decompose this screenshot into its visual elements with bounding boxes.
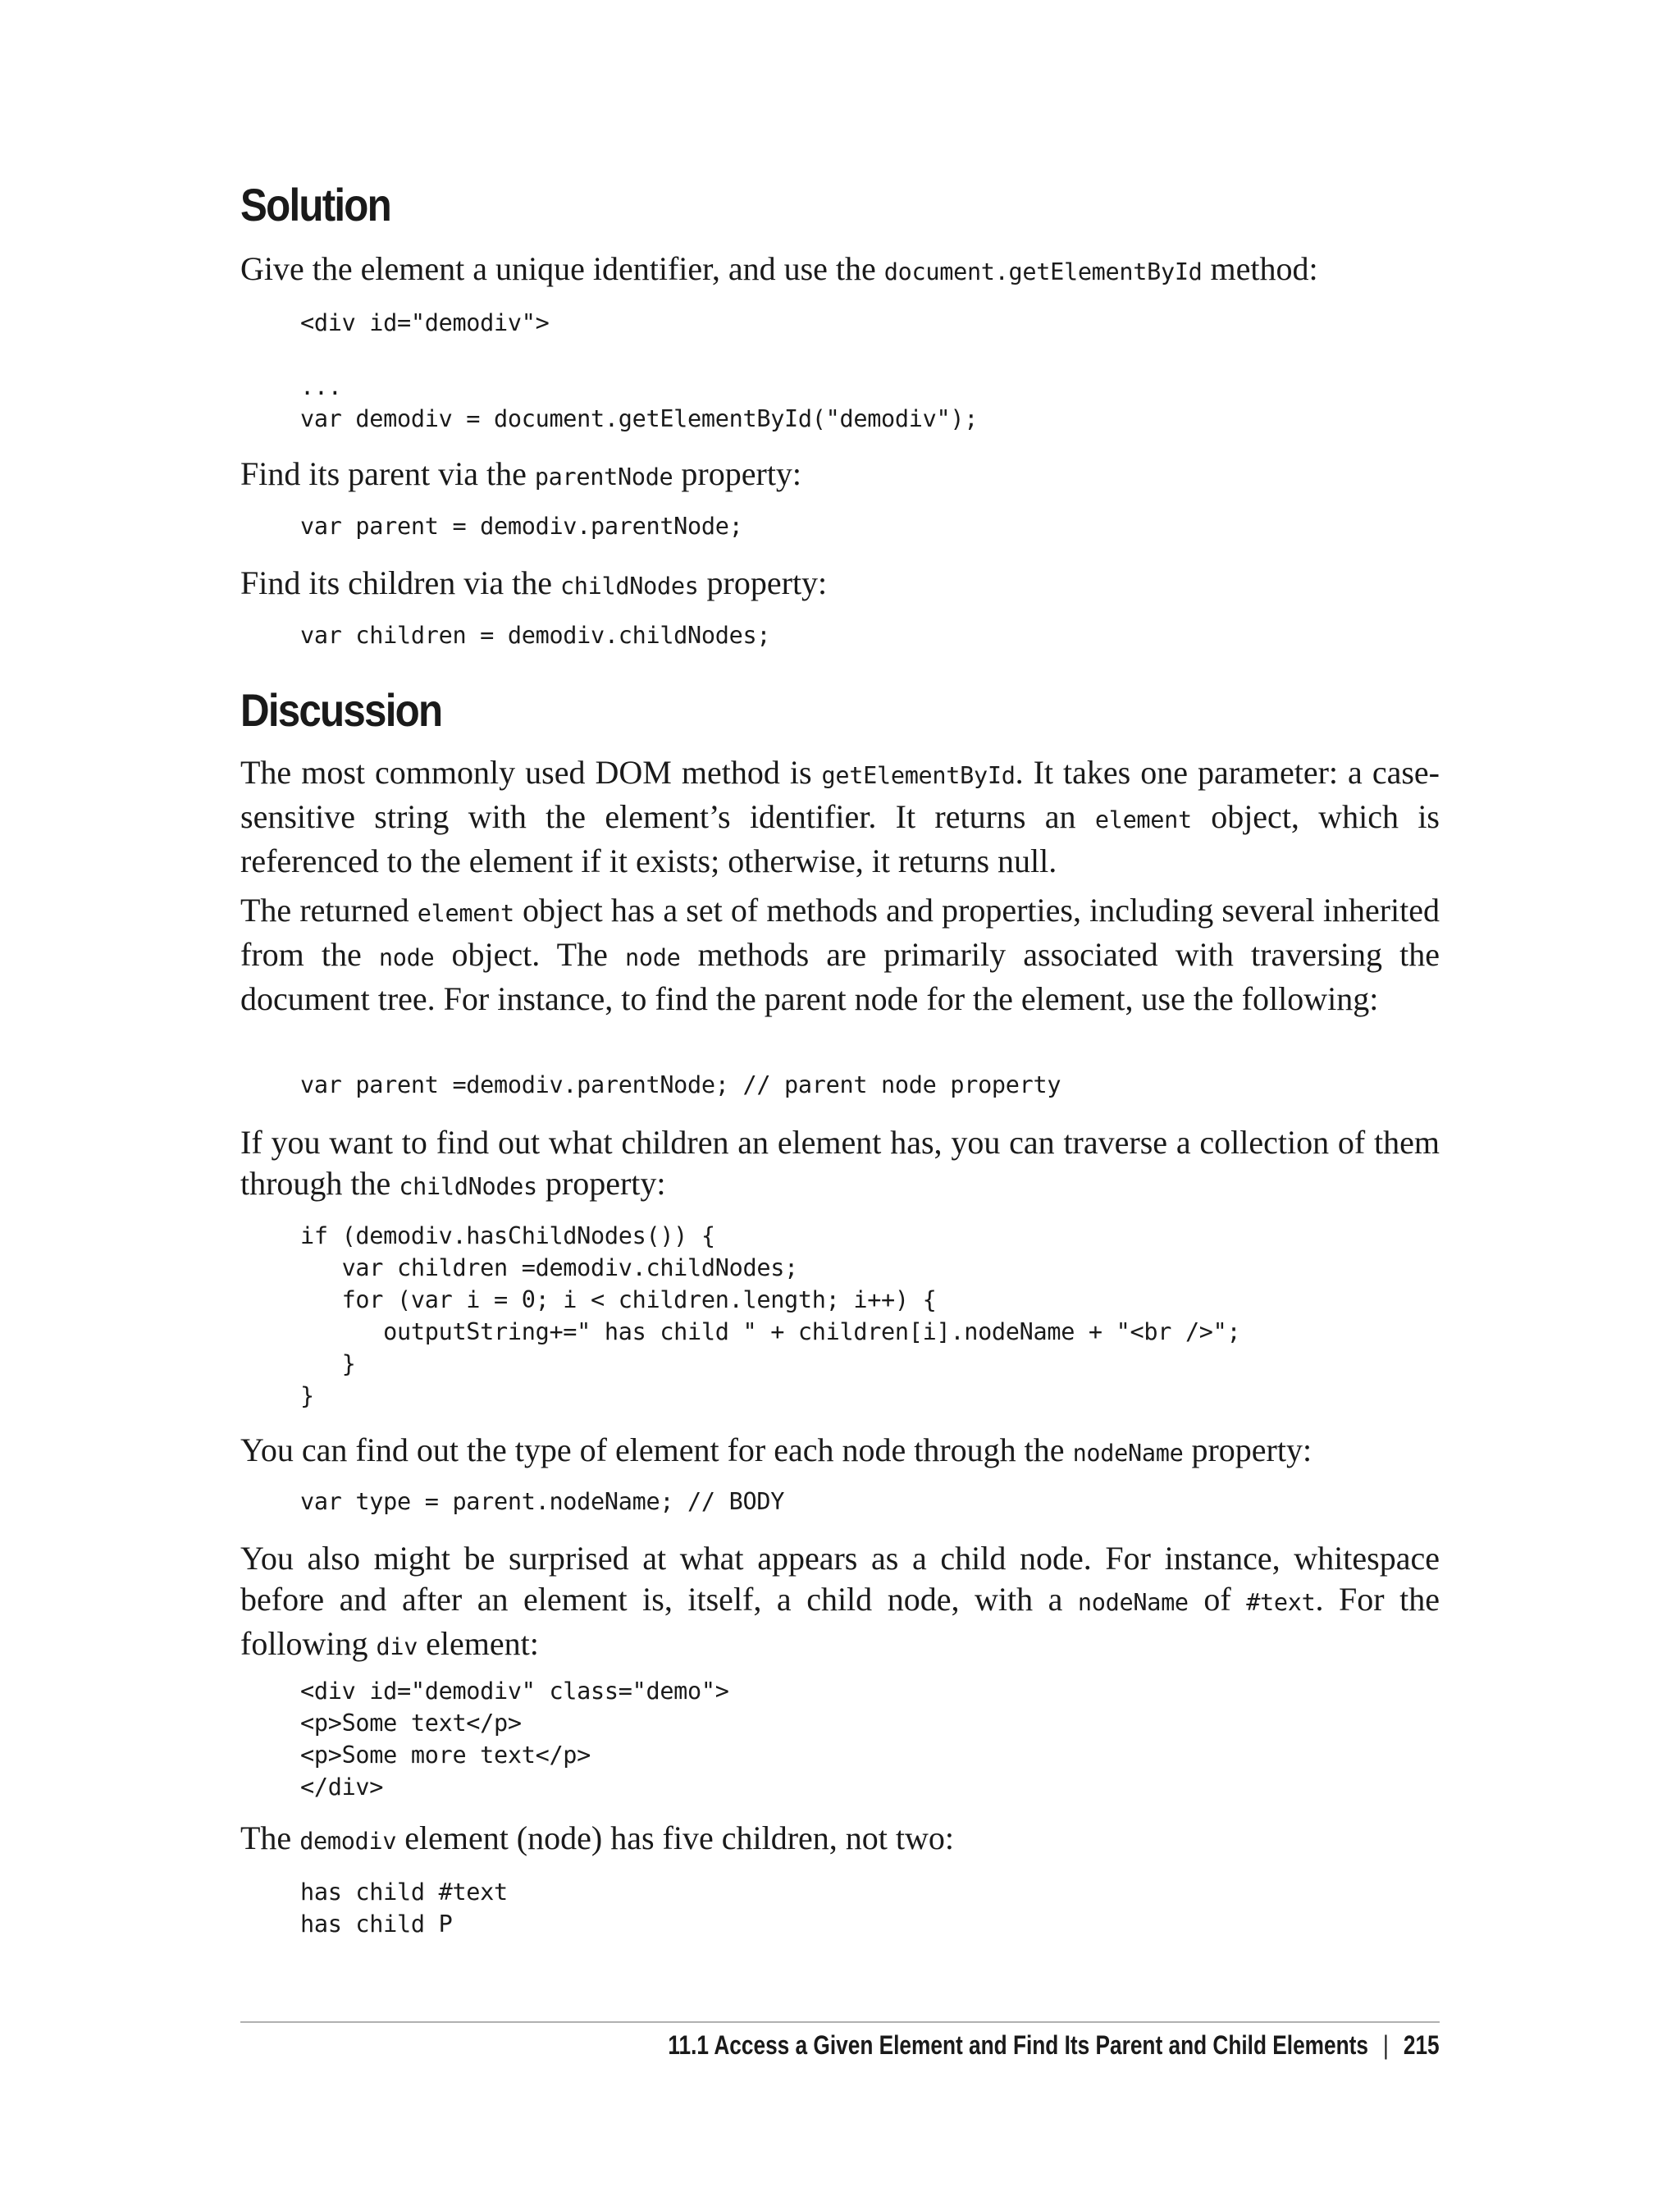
solution-paragraph-3: Find its children via the childNodes property: <box>240 564 828 601</box>
running-footer <box>669 2029 1440 2061</box>
footer-separator: | <box>1383 2030 1390 2060</box>
inline-code: childNodes <box>559 573 699 600</box>
footer-rule <box>240 2021 1440 2023</box>
inline-code: node <box>378 944 435 971</box>
inline-code: demodiv <box>299 1828 397 1855</box>
inline-code: document.getElementById <box>883 258 1203 285</box>
code-block-children: var children = demodiv.childNodes; <box>300 622 771 649</box>
inline-code: childNodes <box>399 1173 537 1200</box>
inline-code: nodeName <box>1077 1589 1189 1616</box>
code-block-get-element: <div id="demodiv"> ... var demodiv = document.getElementById("demodiv"); <box>300 309 979 432</box>
inline-code: element <box>1094 806 1192 833</box>
discussion-paragraph-4: You can find out the type of element for each node through the nodeName property: <box>240 1431 1312 1468</box>
page-number: 215 <box>1404 2030 1440 2060</box>
inline-code: nodeName <box>1072 1440 1184 1467</box>
inline-code: div <box>376 1633 418 1660</box>
discussion-paragraph-2: The returned element object has a set of methods and properties, including several inherited from the node object. The node methods are primarily associated with traversing the document tree. For instance, to find the parent node for the element, use the following: <box>240 892 1440 1017</box>
discussion-paragraph-1: The most commonly used DOM method is getElementById. It takes one parameter: a case-sensitive string with the element’s identifier. It returns an element object, which is referenced to the element if it exists; otherwise, it returns null. <box>240 754 1440 879</box>
discussion-paragraph-6: The demodiv element (node) has five children, not two: <box>240 1819 954 1856</box>
inline-code: #text <box>1246 1589 1316 1616</box>
code-block-node-name: var type = parent.nodeName; // BODY <box>300 1488 785 1515</box>
heading-discussion: Discussion <box>240 684 442 736</box>
inline-code: element <box>417 900 514 927</box>
solution-paragraph-2: Find its parent via the parentNode property: <box>240 455 802 492</box>
footer-section-title: 11.1 Access a Given Element and Find Its Parent and Child Elements <box>668 2030 1369 2060</box>
code-block-output: has child #text has child P <box>300 1879 508 1938</box>
solution-paragraph-1: Give the element a unique identifier, and use the document.getElementById method: <box>240 250 1318 287</box>
discussion-paragraph-3: If you want to find out what children an element has, you can traverse a collection of them through the childNodes property: <box>240 1124 1440 1202</box>
inline-code: node <box>625 944 681 971</box>
code-block-parent-node: var parent =demodiv.parentNode; // parent node property <box>300 1071 1061 1098</box>
book-page <box>240 0 1440 2205</box>
code-block-parent: var parent = demodiv.parentNode; <box>300 513 743 540</box>
code-block-div-markup: <div id="demodiv" class="demo"> <p>Some text</p> <p>Some more text</p> </div> <box>300 1678 729 1801</box>
discussion-paragraph-5: You also might be surprised at what appears as a child node. For instance, whitespace before and after an element is, itself, a child node, with a nodeName of #text. For the following div element: <box>240 1540 1440 1662</box>
heading-solution: Solution <box>240 179 390 231</box>
code-block-child-loop: if (demodiv.hasChildNodes()) { var children =demodiv.childNodes; for (var i = 0; i < children.length; i++) { outputString+=" has child " + children[i].nodeName + "<br />"; } } <box>300 1222 1241 1409</box>
inline-code: getElementById <box>821 762 1016 789</box>
inline-code: parentNode <box>534 463 673 491</box>
